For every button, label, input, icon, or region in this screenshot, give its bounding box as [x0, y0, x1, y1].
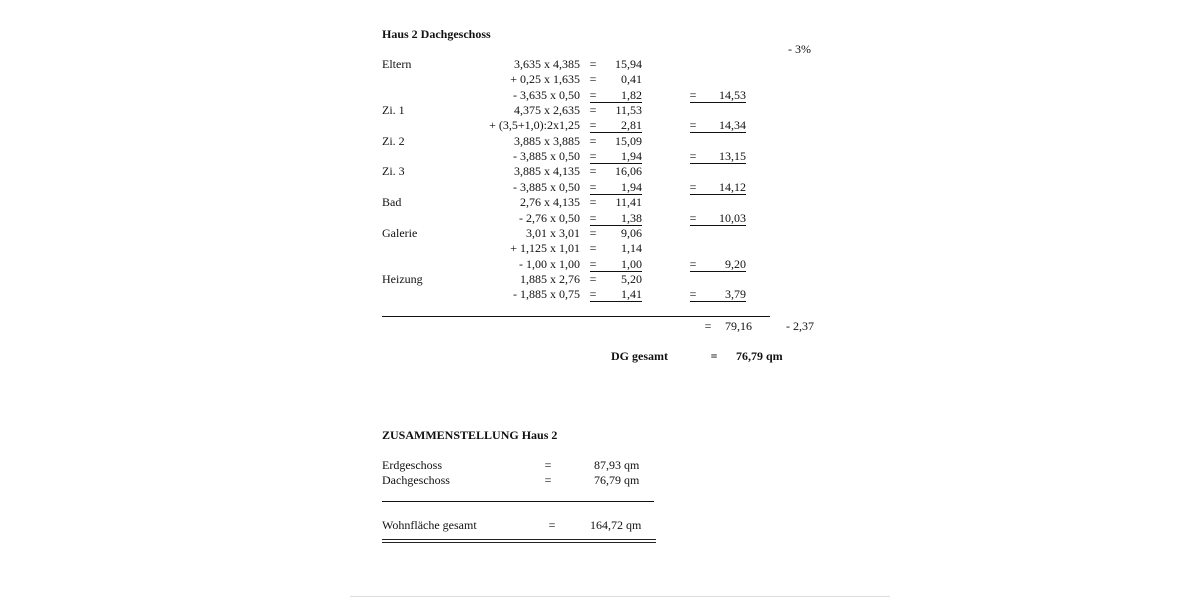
row-area: 11,53 — [615, 103, 642, 117]
dg-total-label: DG gesamt — [611, 349, 668, 363]
summary-title: ZUSAMMENSTELLUNG Haus 2 — [382, 428, 558, 442]
total-separator-line — [382, 316, 770, 317]
row-expression: - 3,885 x 0,50 — [513, 149, 580, 163]
summary-total-label: Wohnfläche gesamt — [382, 518, 477, 532]
total-reduction: - 2,37 — [786, 319, 814, 333]
row-label: Galerie — [382, 226, 418, 240]
row-subtotal: 14,53 — [690, 88, 746, 103]
row-area: 2,81 — [590, 118, 642, 133]
row-area: 11,41 — [615, 195, 642, 209]
row-area: 9,06 — [621, 226, 642, 240]
row-subtotal: 14,12 — [690, 180, 746, 195]
row-label: Zi. 2 — [382, 134, 405, 148]
dg-total-value: 76,79 qm — [736, 349, 783, 363]
row-area: 1,94 — [590, 180, 642, 195]
row-equals: = — [589, 88, 597, 102]
total-equals: = — [704, 319, 712, 333]
row-expression: - 2,76 x 0,50 — [519, 211, 580, 225]
row-subtotal-equals: = — [689, 88, 697, 102]
row-expression: - 3,885 x 0,50 — [513, 180, 580, 194]
row-equals: = — [589, 226, 597, 240]
row-label: Heizung — [382, 272, 423, 286]
dg-total-equals: = — [710, 349, 718, 363]
row-expression: 3,635 x 4,385 — [514, 57, 580, 71]
row-area: 1,41 — [590, 287, 642, 302]
row-equals: = — [589, 149, 597, 163]
page-title: Haus 2 Dachgeschoss — [382, 27, 491, 41]
summary-equals-erdgeschoss: = — [544, 458, 552, 472]
summary-value-erdgeschoss: 87,93 qm — [594, 458, 640, 472]
row-area: 16,06 — [615, 164, 642, 178]
row-expression: 2,76 x 4,135 — [520, 195, 580, 209]
summary-label-dachgeschoss: Dachgeschoss — [382, 473, 450, 487]
summary-equals-dachgeschoss: = — [544, 473, 552, 487]
row-subtotal: 3,79 — [690, 287, 746, 302]
summary-double-underline — [382, 539, 656, 543]
row-expression: + 0,25 x 1,635 — [510, 72, 580, 86]
row-expression: + 1,125 x 1,01 — [510, 241, 580, 255]
row-equals: = — [589, 180, 597, 194]
row-expression: 3,01 x 3,01 — [526, 226, 580, 240]
row-subtotal: 13,15 — [690, 149, 746, 164]
row-expression: 3,885 x 3,885 — [514, 134, 580, 148]
row-equals: = — [589, 211, 597, 225]
row-area: 0,41 — [621, 72, 642, 86]
summary-label-erdgeschoss: Erdgeschoss — [382, 458, 442, 472]
summary-value-dachgeschoss: 76,79 qm — [594, 473, 640, 487]
row-subtotal-equals: = — [689, 257, 697, 271]
row-expression: 3,885 x 4,135 — [514, 164, 580, 178]
row-label: Bad — [382, 195, 402, 209]
row-area: 1,38 — [590, 211, 642, 226]
row-subtotal: 9,20 — [690, 257, 746, 272]
row-subtotal-equals: = — [689, 149, 697, 163]
row-area: 15,94 — [615, 57, 642, 71]
row-equals: = — [589, 241, 597, 255]
summary-separator-line — [382, 501, 654, 502]
row-equals: = — [589, 103, 597, 117]
row-equals: = — [589, 134, 597, 148]
row-label: Zi. 3 — [382, 164, 405, 178]
row-area: 5,20 — [621, 272, 642, 286]
row-equals: = — [589, 257, 597, 271]
row-expression: + (3,5+1,0):2x1,25 — [489, 118, 580, 132]
total-value: 79,16 — [725, 319, 752, 333]
row-expression: - 1,885 x 0,75 — [513, 287, 580, 301]
row-label: Eltern — [382, 57, 412, 71]
row-area: 1,00 — [590, 257, 642, 272]
row-expression: - 1,00 x 1,00 — [519, 257, 580, 271]
row-expression: - 3,635 x 0,50 — [513, 88, 580, 102]
row-equals: = — [589, 272, 597, 286]
summary-total-value: 164,72 qm — [590, 518, 642, 532]
row-equals: = — [589, 287, 597, 301]
row-expression: 4,375 x 2,635 — [514, 103, 580, 117]
row-subtotal: 10,03 — [690, 211, 746, 226]
row-area: 1,82 — [590, 88, 642, 103]
summary-total-equals: = — [548, 518, 556, 532]
row-equals: = — [589, 164, 597, 178]
row-subtotal-equals: = — [689, 211, 697, 225]
row-area: 1,94 — [590, 149, 642, 164]
row-subtotal: 14,34 — [690, 118, 746, 133]
page-bottom-edge — [350, 596, 890, 597]
row-equals: = — [589, 72, 597, 86]
row-equals: = — [589, 57, 597, 71]
row-expression: 1,885 x 2,76 — [520, 272, 580, 286]
row-area: 1,14 — [621, 241, 642, 255]
row-area: 15,09 — [615, 134, 642, 148]
row-label: Zi. 1 — [382, 103, 405, 117]
row-subtotal-equals: = — [689, 180, 697, 194]
row-subtotal-equals: = — [689, 118, 697, 132]
reduction-percent: - 3% — [788, 42, 811, 56]
row-equals: = — [589, 195, 597, 209]
row-subtotal-equals: = — [689, 287, 697, 301]
row-equals: = — [589, 118, 597, 132]
